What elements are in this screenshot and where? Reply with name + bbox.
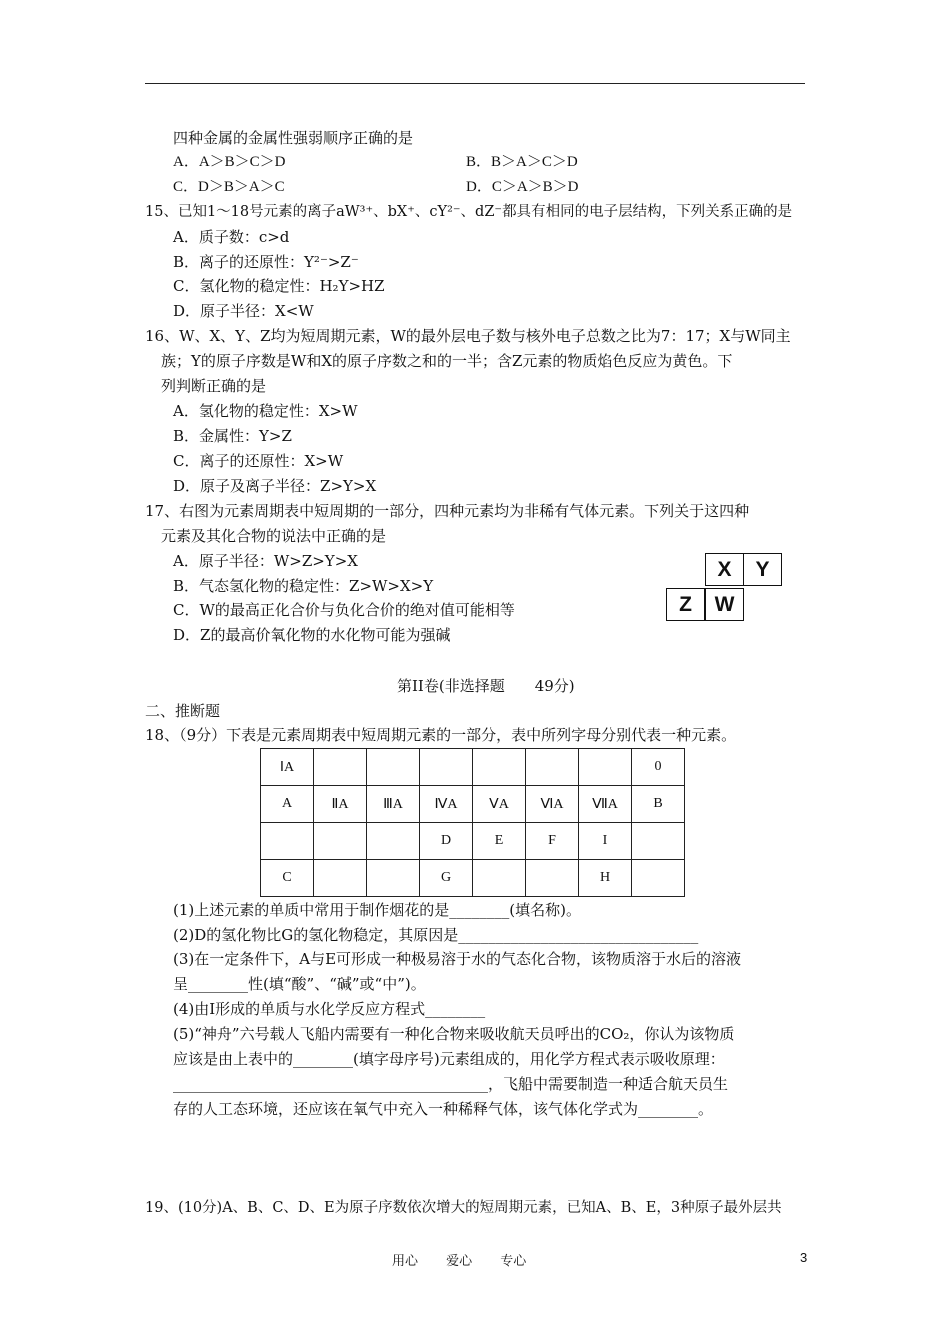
q15-option-b: B．离子的还原性：Y²⁻>Z⁻: [173, 253, 359, 271]
q18-part5-line1: (5)“神舟”六号载人飞船内需要有一种化合物来吸收航天员呼出的CO₂，你认为该物质: [173, 1025, 735, 1043]
table-cell: E: [473, 823, 526, 860]
q17-option-c: C．W的最高正化合价与负化合价的绝对值可能相等: [173, 601, 515, 619]
table-cell: [367, 823, 420, 860]
table-cell: [314, 823, 367, 860]
q14-option-b: B．B＞A＞C＞D: [466, 154, 578, 170]
q17-option-d: D．Z的最高价氧化物的水化物可能为强碱: [173, 626, 451, 644]
table-row: [261, 823, 685, 860]
q17-stem-line1: 17、右图为元素周期表中短周期的一部分，四种元素均为非稀有气体元素。下列关于这四种: [145, 502, 750, 520]
q15-option-d: D．原子半径：X<W: [173, 302, 314, 320]
header-rule: [145, 83, 805, 84]
table-cell: ⅣA: [420, 786, 473, 823]
table-cell: [420, 749, 473, 786]
table-cell: ⅤA: [473, 786, 526, 823]
table-cell: A: [261, 786, 314, 823]
q14-stem: 四种金属的金属性强弱顺序正确的是: [173, 129, 414, 147]
table-cell: [579, 749, 632, 786]
q18-part1: (1)上述元素的单质中常用于制作烟花的是________(填名称)。: [173, 901, 581, 919]
table-cell: [632, 823, 685, 860]
q15-option-c: C．氢化物的稳定性：H₂Y>HZ: [173, 277, 385, 295]
q18-part5-line3: __________________________________________，飞船中需要制造一种适合航天员生: [173, 1075, 729, 1093]
q14-option-c: C．D＞B＞A＞C: [173, 179, 285, 195]
q14-option-a: A．A＞B＞C＞D: [173, 154, 286, 170]
q17-option-b: B．气态氢化物的稳定性：Z>W>X>Y: [173, 577, 434, 595]
table-row: [261, 786, 685, 823]
figure-cell-y: Y: [743, 553, 782, 586]
table-cell: [367, 749, 420, 786]
q18-periodic-table: [260, 748, 685, 897]
table-cell: [526, 749, 579, 786]
table-row: [261, 860, 685, 897]
table-cell: [314, 860, 367, 897]
table-cell: [314, 749, 367, 786]
table-cell: ⅦA: [579, 786, 632, 823]
q15-stem: 15、已知1～18号元素的离子aW³⁺、bX⁺、cY²⁻、dZ⁻都具有相同的电子层结构，下列关系正确的是: [145, 204, 793, 220]
q16-option-a: A．氢化物的稳定性：X>W: [173, 402, 358, 420]
table-cell: C: [261, 860, 314, 897]
table-cell: [473, 749, 526, 786]
table-cell: 0: [632, 749, 685, 786]
figure-cell-w: W: [705, 588, 744, 621]
q16-stem-line1: 16、W、X、Y、Z均为短周期元素，W的最外层电子数与核外电子总数之比为7：17；X与W同主: [145, 327, 791, 345]
q16-option-d: D．原子及离子半径：Z>Y>X: [173, 477, 377, 495]
table-cell: [526, 860, 579, 897]
q18-part4: (4)由I形成的单质与水化学反应方程式________: [173, 1000, 486, 1018]
table-cell: [261, 823, 314, 860]
q16-option-c: C．离子的还原性：X>W: [173, 452, 344, 470]
q18-stem: 18、（9分）下表是元素周期表中短周期元素的一部分，表中所列字母分别代表一种元素。: [145, 726, 737, 744]
q16-stem-line2: 族；Y的原子序数是W和X的原子序数之和的一半；含Z元素的物质焰色反应为黄色。下: [161, 352, 733, 370]
table-cell: [473, 860, 526, 897]
page-footer-motto: 用心 爱心 专心: [392, 1254, 527, 1269]
figure-cell-z: Z: [666, 588, 705, 621]
q18-part5-line4: 存的人工态环境，还应该在氧气中充入一种稀释气体，该气体化学式为________。: [173, 1100, 714, 1118]
q19-stem: 19、(10分)A、B、C、D、E为原子序数依次增大的短周期元素，已知A、B、E，3种原子最外层共: [145, 1200, 782, 1216]
q17-stem-line2: 元素及其化合物的说法中正确的是: [161, 527, 387, 545]
table-cell: ⅥA: [526, 786, 579, 823]
section-ii-title: 第II卷(非选择题 49分): [397, 677, 575, 695]
q16-stem-line3: 列判断正确的是: [161, 377, 267, 395]
q18-part2: (2)D的氢化物比G的氢化物稳定，其原因是________________________________: [173, 926, 699, 944]
table-cell: ⅢA: [367, 786, 420, 823]
table-cell: G: [420, 860, 473, 897]
table-cell: I: [579, 823, 632, 860]
table-cell: ⅠA: [261, 749, 314, 786]
q16-option-b: B．金属性：Y>Z: [173, 427, 292, 445]
q14-option-d: D．C＞A＞B＞D: [466, 179, 579, 195]
q18-part3-line1: (3)在一定条件下，A与E可形成一种极易溶于水的气态化合物，该物质溶于水后的溶液: [173, 950, 742, 968]
table-cell: H: [579, 860, 632, 897]
table-cell: [632, 860, 685, 897]
figure-cell-x: X: [705, 553, 744, 586]
table-cell: ⅡA: [314, 786, 367, 823]
q17-periodic-fragment-figure: [666, 553, 786, 621]
table-row: [261, 749, 685, 786]
q18-part5-line2: 应该是由上表中的________(填字母序号)元素组成的，用化学方程式表示吸收原理：: [173, 1050, 725, 1068]
table-cell: F: [526, 823, 579, 860]
q15-option-a: A．质子数：c>d: [173, 228, 290, 246]
table-cell: [367, 860, 420, 897]
q17-option-a: A．原子半径：W>Z>Y>X: [173, 552, 358, 570]
q18-part3-line2: 呈________性(填“酸”、“碱”或“中”)。: [173, 975, 426, 993]
table-cell: B: [632, 786, 685, 823]
page-number: 3: [800, 1250, 808, 1265]
section-heading: 二、推断题: [145, 702, 221, 720]
table-cell: D: [420, 823, 473, 860]
